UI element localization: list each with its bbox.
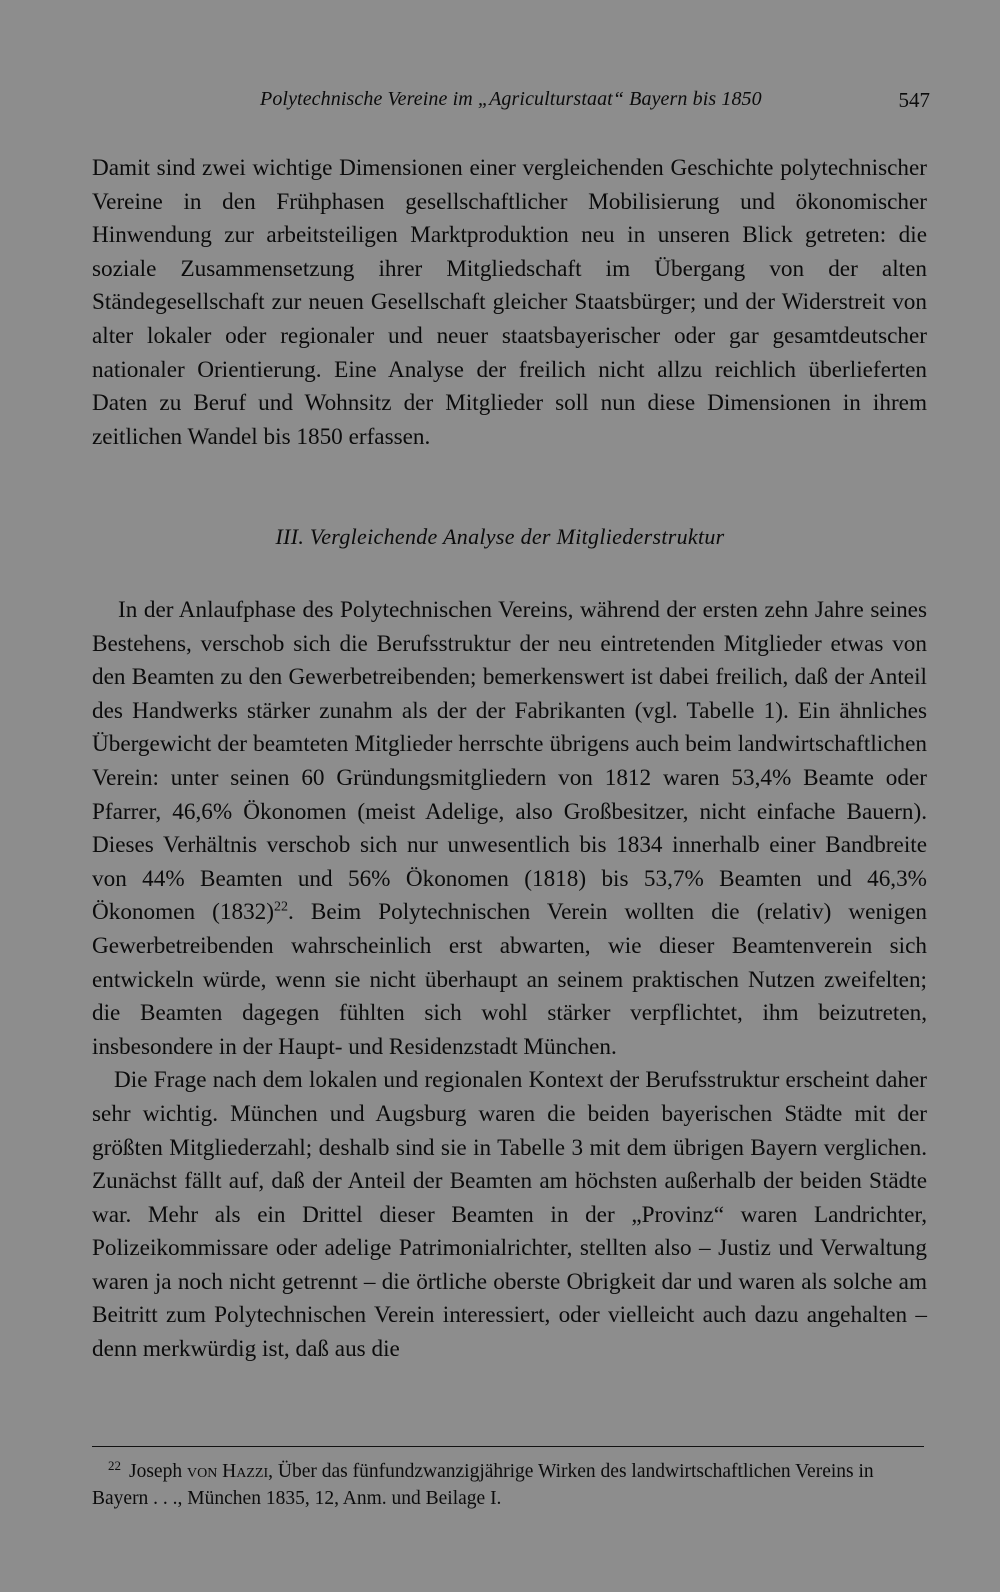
footnote-divider	[92, 1446, 924, 1447]
footnote-number: 22	[108, 1457, 121, 1473]
body-paragraph-3: Die Frage nach dem lokalen und regionalen Kontext der Berufsstruktur erscheint daher sehr wichtig. München und Augsburg waren die beiden bayerischen Städte mit der größten Mitgliederzahl; deshalb sind sie in Tabelle 3 mit dem übrigen Bayern verglichen. Zunächst fällt auf, daß der Anteil der Beamten am höchsten außerhalb der beiden Städte war. Mehr als ein Drittel dieser Beamten in der „Provinz“ waren Landrichter, Polizeikommissare oder adelige Patrimonialrichter, stellten also – Justiz und Verwaltung waren ja noch nicht getrennt – die örtliche oberste Obrigkeit dar und waren als solche am Beitritt zum Polytechnischen Verein interessiert, oder vielleicht auch dazu angehalten – denn merkwürdig ist, daß aus die	[92, 1067, 927, 1363]
body-paragraph-1-block	[92, 152, 927, 454]
running-head-title: Polytechnische Vereine im „Agriculturstaat“ Bayern bis 1850	[260, 88, 762, 110]
body-paragraphs-block	[92, 594, 927, 1367]
footnote-text-b: , Über das fünfundzwanzigjährige Wirken des landwirtschaftlichen Vereins in Bayern . . ., München 1835, 12, Anm. und Beilage I.	[92, 1461, 874, 1509]
page-number: 547	[898, 88, 930, 112]
footnote-reference: 22	[273, 899, 288, 915]
section-heading: III. Vergleichende Analyse der Mitgliederstruktur	[275, 524, 725, 549]
footnote	[92, 1458, 927, 1512]
body-paragraph-2	[92, 594, 927, 1064]
paragraph-2-text-a: In der Anlaufphase des Polytechnischen Vereins, während der ersten zehn Jahre seines Bestehens, verschob sich die Berufsstruktur der neu eintretenden Mitglieder etwas von den Beamten zu den Gewerbetreibenden; bemerkenswert ist dabei freilich, daß der Anteil des Handwerks stärker zunahm als der der Fabrikanten (vgl. Tabelle 1). Ein ähnliches Übergewicht der beamteten Mitglieder herrschte übrigens auch beim landwirtschaftlichen Verein: unter seinen 60 Gründungsmitgliedern von 1812 waren 53,4% Beamte oder Pfarrer, 46,6% Ökonomen (meist Adelige, also Großbesitzer, nicht einfache Bauern). Dieses Verhältnis verschob sich nur unwesentlich bis 1834 innerhalb einer Bandbreite von 44% Beamten und 56% Ökonomen (1818) bis 53,7% Beamten und 46,3% Ökonomen (1832)	[92, 597, 927, 926]
paragraph-2-text-b: . Beim Polytechnischen Verein wollten die (relativ) wenigen Gewerbetreibenden wahrscheinlich erst abwarten, wie dieser Beamtenverein sich entwickeln würde, wenn sie nicht überhaupt an seinem praktischen Nutzen zweifelten; die Beamten dagegen fühlten sich wohl stärker verpflichtet, ihm beizutreten, insbesondere in der Haupt- und Residenzstadt München.	[92, 899, 927, 1060]
footnote-author: von Hazzi	[186, 1461, 269, 1482]
body-paragraph-1: Damit sind zwei wichtige Dimensionen einer vergleichenden Geschichte polytechnischer Vereine in den Frühphasen gesellschaftlicher Mobilisierung und ökonomischer Hinwendung zur arbeitsteiligen Marktproduktion neu in unseren Blick getreten: die soziale Zusammensetzung ihrer Mitgliedschaft im Übergang von der alten Ständegesellschaft zur neuen Gesellschaft gleicher Staatsbürger; und der Widerstreit von alter lokaler oder regionaler und neuer staatsbayerischer oder gar gesamtdeutscher nationaler Orientierung. Eine Analyse der freilich nicht allzu reichlich überlieferten Daten zu Beruf und Wohnsitz der Mitglieder soll nun diese Dimensionen in ihrem zeitlichen Wandel bis 1850 erfassen.	[92, 155, 927, 450]
footnote-text-a: Joseph	[129, 1461, 187, 1482]
